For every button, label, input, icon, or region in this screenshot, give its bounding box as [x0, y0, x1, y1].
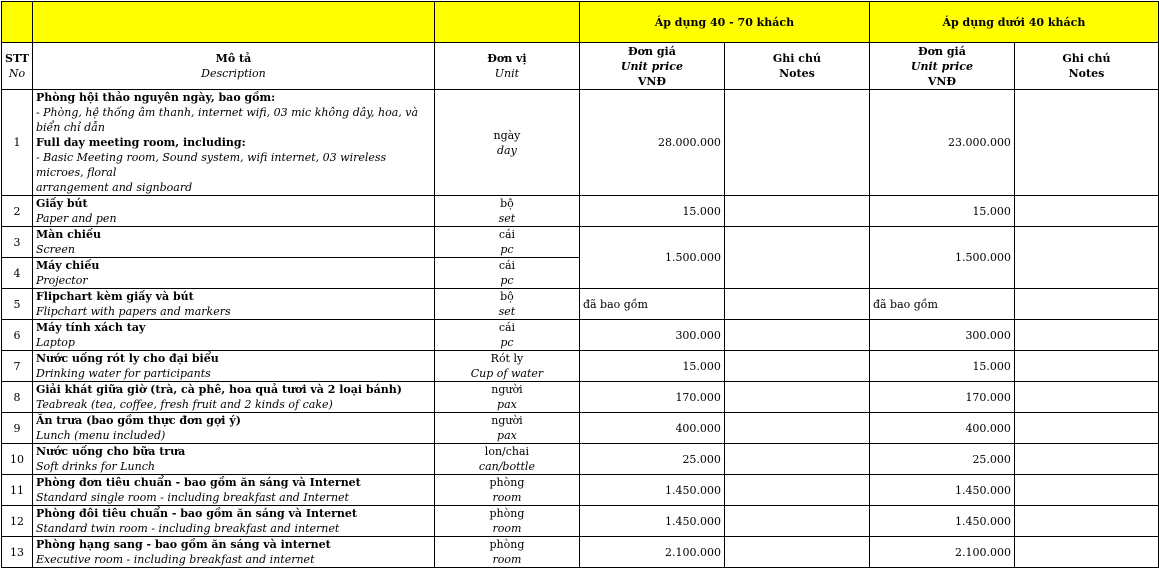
price-40-70: 300.000	[579, 320, 724, 351]
price-under-40: 400.000	[869, 413, 1014, 444]
desc-name-vi: Giấy bút	[35, 197, 88, 210]
notes-under-40	[1014, 382, 1158, 413]
unit-en: pax	[497, 429, 517, 442]
col-header-notes-en: Notes	[779, 67, 815, 80]
notes-40-70	[724, 506, 869, 537]
column-header-row	[2, 43, 1159, 90]
col-header-price-en: Unit price	[910, 59, 973, 73]
notes-under-40	[1014, 227, 1158, 289]
desc-name-en: Soft drinks for Lunch	[35, 460, 155, 473]
unit-vi: cái	[498, 321, 516, 334]
price-40-70: 1.500.000	[579, 227, 724, 289]
col-header-price-en: Unit price	[620, 59, 683, 73]
col-header-stt-vi: STT	[5, 52, 29, 65]
price-under-40: 23.000.000	[869, 90, 1014, 196]
unit-en: pax	[497, 398, 517, 411]
row-unit	[434, 506, 579, 537]
unit-vi: phòng	[489, 507, 525, 520]
unit-vi: người	[491, 383, 523, 396]
notes-under-40	[1014, 444, 1158, 475]
row-unit	[434, 90, 579, 196]
price-under-40: 300.000	[869, 320, 1014, 351]
desc-name-en: Executive room - including breakfast and internet	[35, 553, 315, 566]
table-row	[2, 537, 1159, 568]
row-number: 1	[2, 90, 33, 196]
row-number: 6	[2, 320, 33, 351]
row-unit	[434, 196, 579, 227]
row-unit	[434, 444, 579, 475]
desc-name-en: Flipchart with papers and markers	[35, 305, 231, 318]
price-under-40: 2.100.000	[869, 537, 1014, 568]
col-header-description	[32, 43, 434, 90]
notes-40-70	[724, 382, 869, 413]
group-header-row	[2, 2, 1159, 43]
group-header-under-40: Áp dụng dưới 40 khách	[869, 2, 1158, 43]
row-number: 5	[2, 289, 33, 320]
price-40-70: 15.000	[579, 196, 724, 227]
unit-en: day	[497, 143, 517, 157]
table-row	[2, 196, 1159, 227]
row-description	[32, 320, 434, 351]
row-unit	[434, 537, 579, 568]
price-40-70: 170.000	[579, 382, 724, 413]
group-header-40-70: Áp dụng 40 - 70 khách	[579, 2, 869, 43]
row-number: 4	[2, 258, 33, 289]
notes-40-70	[724, 320, 869, 351]
desc-name-vi: Flipchart kèm giấy và bút	[35, 290, 194, 303]
unit-vi: bộ	[500, 290, 514, 303]
row-number: 2	[2, 196, 33, 227]
price-under-40: 170.000	[869, 382, 1014, 413]
desc-name-vi: Phòng hạng sang - bao gồm ăn sáng và internet	[35, 538, 331, 551]
notes-40-70	[724, 90, 869, 196]
unit-en: Cup of water	[470, 367, 544, 380]
table-row	[2, 506, 1159, 537]
table-row	[2, 444, 1159, 475]
row-unit	[434, 258, 579, 289]
row-description	[32, 289, 434, 320]
notes-40-70	[724, 475, 869, 506]
desc-name-en: Standard twin room - including breakfast and internet	[35, 522, 340, 535]
table-row	[2, 351, 1159, 382]
price-40-70: 28.000.000	[579, 90, 724, 196]
notes-under-40	[1014, 413, 1158, 444]
row-number: 13	[2, 537, 33, 568]
row-unit	[434, 413, 579, 444]
unit-en: can/bottle	[478, 460, 535, 473]
price-under-40: 1.450.000	[869, 475, 1014, 506]
unit-en: room	[492, 522, 522, 535]
desc-name-en: Laptop	[35, 336, 75, 349]
price-under-40: 25.000	[869, 444, 1014, 475]
row-description	[32, 258, 434, 289]
row-description	[32, 90, 434, 196]
desc-title-vi: Phòng hội thảo nguyên ngày, bao gồm:	[35, 91, 276, 104]
desc-name-vi: Phòng đơn tiêu chuẩn - bao gồm ăn sáng và Internet	[35, 476, 361, 489]
row-description	[32, 506, 434, 537]
price-under-40: 15.000	[869, 196, 1014, 227]
row-description	[32, 382, 434, 413]
unit-en: set	[498, 212, 516, 225]
col-header-price-a	[579, 43, 724, 90]
price-40-70: 25.000	[579, 444, 724, 475]
row-description	[32, 475, 434, 506]
price-under-40: 1.450.000	[869, 506, 1014, 537]
row-unit	[434, 320, 579, 351]
row-number: 11	[2, 475, 33, 506]
notes-under-40	[1014, 289, 1158, 320]
price-40-70: 2.100.000	[579, 537, 724, 568]
notes-40-70	[724, 413, 869, 444]
price-40-70: 400.000	[579, 413, 724, 444]
col-header-stt-en: No	[8, 67, 26, 80]
table-row	[2, 227, 1159, 258]
desc-name-en: Teabreak (tea, coffee, fresh fruit and 2 kinds of cake)	[35, 398, 333, 411]
header-blank-cell	[32, 2, 434, 43]
desc-name-vi: Màn chiếu	[35, 228, 101, 241]
notes-40-70	[724, 196, 869, 227]
notes-under-40	[1014, 537, 1158, 568]
price-40-70: 1.450.000	[579, 475, 724, 506]
table-row	[2, 382, 1159, 413]
unit-en: pc	[500, 243, 514, 256]
notes-under-40	[1014, 320, 1158, 351]
header-blank-cell	[2, 2, 33, 43]
col-header-notes-vi: Ghi chú	[1062, 52, 1111, 65]
table-row	[2, 289, 1159, 320]
col-header-notes-vi: Ghi chú	[772, 52, 821, 65]
desc-name-en: Screen	[35, 243, 75, 256]
price-table	[1, 1, 1159, 568]
desc-name-vi: Máy tính xách tay	[35, 321, 146, 334]
row-description	[32, 196, 434, 227]
desc-detail-vi: - Phòng, hệ thống âm thanh, internet wifi, 03 mic không dây, hoa, và biển chỉ dẫn	[35, 106, 419, 134]
desc-detail-en: arrangement and signboard	[35, 181, 193, 194]
unit-vi: cái	[498, 259, 516, 272]
header-blank-cell	[434, 2, 579, 43]
notes-40-70	[724, 227, 869, 289]
notes-under-40	[1014, 351, 1158, 382]
unit-vi: phòng	[489, 476, 525, 489]
unit-vi: lon/chai	[484, 445, 530, 458]
unit-vi: cái	[498, 228, 516, 241]
unit-vi: người	[491, 414, 523, 427]
desc-name-vi: Ăn trưa (bao gồm thực đơn gợi ý)	[35, 414, 241, 427]
notes-under-40	[1014, 196, 1158, 227]
notes-under-40	[1014, 90, 1158, 196]
row-number: 3	[2, 227, 33, 258]
desc-name-en: Drinking water for participants	[35, 367, 211, 380]
col-header-price-vi: Đơn giá	[628, 44, 676, 58]
col-header-unit-vi: Đơn vị	[487, 52, 527, 65]
row-unit	[434, 382, 579, 413]
unit-en: room	[492, 491, 522, 504]
row-unit	[434, 351, 579, 382]
table-row	[2, 320, 1159, 351]
desc-name-vi: Giải khát giữa giờ (trà, cà phê, hoa quả tươi và 2 loại bánh)	[35, 383, 402, 396]
desc-name-vi: Nước uống rót ly cho đại biểu	[35, 352, 219, 365]
row-number: 10	[2, 444, 33, 475]
desc-name-vi: Máy chiếu	[35, 259, 100, 272]
unit-vi: ngày	[493, 128, 521, 142]
unit-en: pc	[500, 274, 514, 287]
price-40-70: đã bao gồm	[579, 289, 724, 320]
row-unit	[434, 227, 579, 258]
row-unit	[434, 475, 579, 506]
col-header-price-cur: VNĐ	[637, 74, 667, 88]
row-description	[32, 537, 434, 568]
unit-en: room	[492, 553, 522, 566]
price-under-40: đã bao gồm	[869, 289, 1014, 320]
notes-40-70	[724, 289, 869, 320]
row-description	[32, 351, 434, 382]
desc-name-en: Projector	[35, 274, 88, 287]
col-header-desc-en: Description	[201, 67, 266, 80]
row-description	[32, 444, 434, 475]
unit-en: set	[498, 305, 516, 318]
row-number: 7	[2, 351, 33, 382]
col-header-unit	[434, 43, 579, 90]
price-40-70: 1.450.000	[579, 506, 724, 537]
col-header-price-cur: VNĐ	[927, 74, 957, 88]
col-header-price-vi: Đơn giá	[918, 44, 966, 58]
table-row	[2, 413, 1159, 444]
table-row	[2, 475, 1159, 506]
desc-detail-en: - Basic Meeting room, Sound system, wifi internet, 03 wireless microes, floral	[35, 151, 387, 179]
notes-40-70	[724, 351, 869, 382]
desc-name-en: Lunch (menu included)	[35, 429, 166, 442]
price-40-70: 15.000	[579, 351, 724, 382]
col-header-unit-en: Unit	[494, 67, 520, 80]
col-header-price-b	[869, 43, 1014, 90]
unit-en: pc	[500, 336, 514, 349]
row-number: 12	[2, 506, 33, 537]
desc-name-en: Standard single room - including breakfast and Internet	[35, 491, 349, 504]
col-header-notes-b	[1014, 43, 1158, 90]
price-under-40: 1.500.000	[869, 227, 1014, 289]
unit-vi: Rót ly	[490, 352, 524, 365]
notes-under-40	[1014, 475, 1158, 506]
desc-name-vi: Phòng đôi tiêu chuẩn - bao gồm ăn sáng và Internet	[35, 507, 357, 520]
desc-title-en: Full day meeting room, including:	[35, 136, 246, 149]
col-header-notes-en: Notes	[1068, 67, 1105, 80]
col-header-desc-vi: Mô tả	[215, 52, 252, 65]
unit-vi: phòng	[489, 538, 525, 551]
row-description	[32, 413, 434, 444]
row-description	[32, 227, 434, 258]
notes-40-70	[724, 444, 869, 475]
row-number: 8	[2, 382, 33, 413]
unit-vi: bộ	[500, 197, 514, 210]
notes-under-40	[1014, 506, 1158, 537]
table-row	[2, 90, 1159, 196]
row-number: 9	[2, 413, 33, 444]
col-header-notes-a	[724, 43, 869, 90]
notes-40-70	[724, 537, 869, 568]
row-unit	[434, 289, 579, 320]
desc-name-vi: Nước uống cho bữa trưa	[35, 445, 186, 458]
col-header-stt	[2, 43, 33, 90]
desc-name-en: Paper and pen	[35, 212, 117, 225]
price-under-40: 15.000	[869, 351, 1014, 382]
